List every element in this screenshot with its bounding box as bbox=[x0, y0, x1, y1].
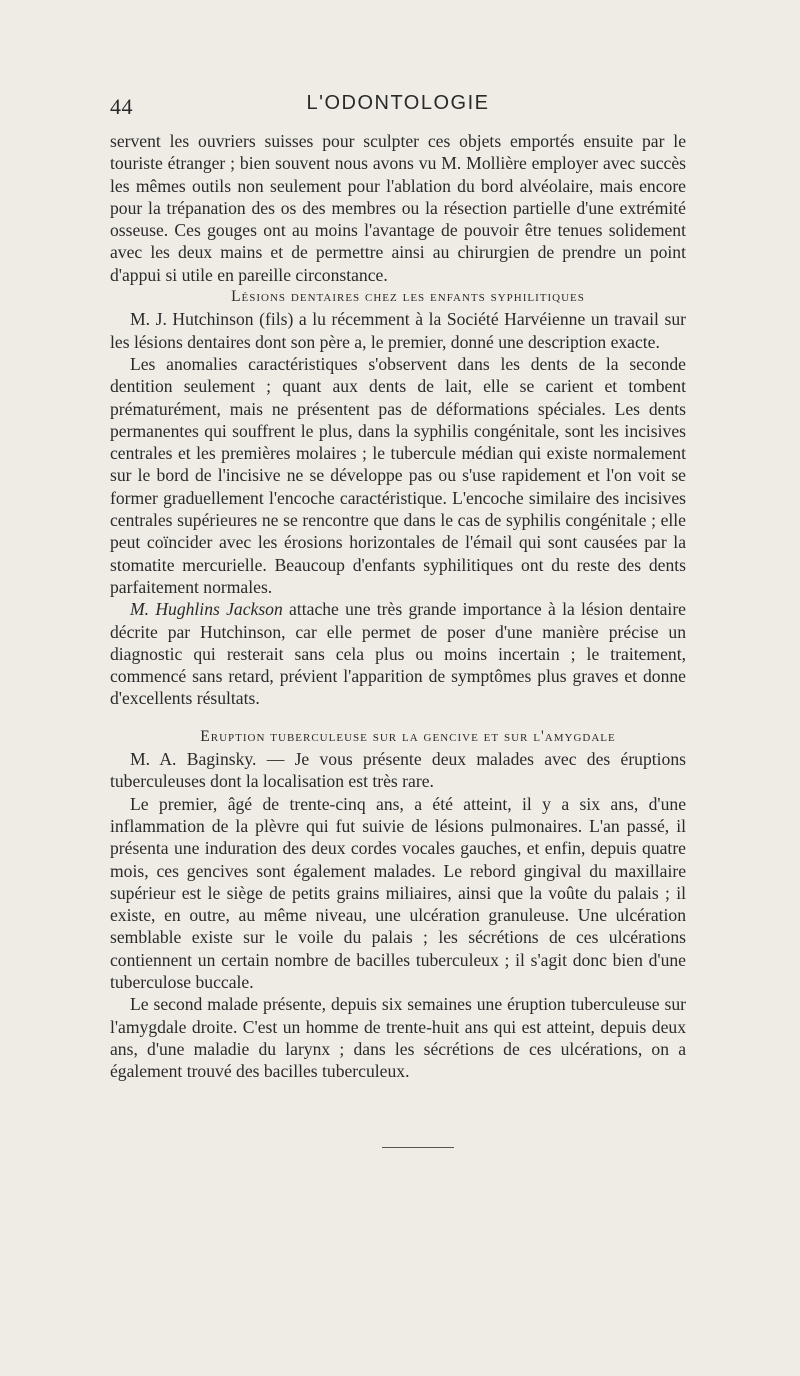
page-header bbox=[110, 92, 686, 132]
author-name-jackson: M. Hughlins Jackson bbox=[130, 599, 283, 620]
paragraph-jackson bbox=[110, 598, 686, 709]
paragraph-hutchinson: M. J. Hutchinson (fils) a lu récemment à la Société Harvéienne un travail sur les lésions dentaires dont son père a, le premier, donné une description exacte. bbox=[110, 309, 686, 352]
section-heading-syphilis: Lésions dentaires chez les enfants syphilitiques bbox=[231, 288, 585, 306]
section-end-rule bbox=[382, 1147, 454, 1148]
running-title: L'ODONTOLOGIE bbox=[306, 92, 490, 114]
paragraph-continuation: servent les ouvriers suisses pour sculpter ces objets emportés ensuite par le touriste étranger ; bien souvent nous avons vu M. Mollière employer avec succès les mêmes outils non seulement pour l'ablation du bord alvéolaire, mais encore pour la trépanation des os des membres ou la résection partielle d'une extrémité osseuse. Ces gouges ont au moins l'avantage de pouvoir être tenues solidement avec les deux mains et de permettre ainsi au chirurgien de prendre un point d'appui si utile en pareille circonstance. bbox=[110, 131, 686, 285]
paragraph-jackson-text: attache une très grande importance à la lésion dentaire décrite par Hutchinson, car elle permet de poser d'une manière précise un diagnostic qui resterait sans cela plus ou moins incertain ; le traitement, commencé sans retard, prévient l'apparition de symptômes plus graves et donne d'excellents résultats. bbox=[110, 599, 686, 709]
paragraph-anomalies: Les anomalies caractéristiques s'observent dans les dents de la seconde dentition seulement ; quant aux dents de lait, elle se carient et tombent prématurément, mais ne présentent pas de déformations spéciales. Les dents permanentes qui souffrent le plus, dans la syphilis congénitale, sont les incisives centrales et les premières molaires ; le tubercule médian qui existe normalement sur le bord de l'incisive ne se développe pas ou s'use rapidement et l'on voit se former graduellement l'encoche caractéristique. L'encoche similaire des incisives centrales supérieures ne se rencontre que dans le cas de syphilis congénitale ; elle peut coïncider avec les érosions horizontales de l'émail qui sont causées par la stomatite mercurielle. Beaucoup d'enfants syphilitiques ont du reste des dents parfaitement normales. bbox=[110, 353, 686, 597]
paragraph-baginsky: M. A. Baginsky. — Je vous présente deux malades avec des éruptions tuberculeuses dont la localisation est très rare. bbox=[110, 749, 686, 792]
body-text bbox=[110, 130, 686, 1082]
paragraph-first-patient: Le premier, âgé de trente-cinq ans, a été atteint, il y a six ans, d'une inflammation de la plèvre qui fut suivie de lésions pulmonaires. L'an passé, il présenta une induration des deux cordes vocales gauches, et enfin, depuis quatre mois, ces gencives sont également malades. Le rebord gingival du maxillaire supérieur est le siège de petits grains miliaires, ainsi que la voûte du palais ; il existe, en outre, au même niveau, une ulcération granuleuse. Une ulcération semblable existe sur le voile du palais ; les sécrétions de ces ulcérations contiennent un certain nombre de bacilles tuberculeux ; il s'agit donc bien d'une tuberculose buccale. bbox=[110, 793, 686, 992]
page-number: 44 bbox=[110, 94, 133, 119]
paragraph-second-patient: Le second malade présente, depuis six semaines une éruption tuberculeuse sur l'amygdale droite. C'est un homme de trente-huit ans qui est atteint, depuis deux ans, d'une maladie du larynx ; dans les sécrétions de ces ulcérations, on a également trouvé des bacilles tuberculeux. bbox=[110, 994, 686, 1082]
section-heading-tuberculosis: Eruption tuberculeuse sur la gencive et sur l'amygdale bbox=[200, 727, 616, 745]
